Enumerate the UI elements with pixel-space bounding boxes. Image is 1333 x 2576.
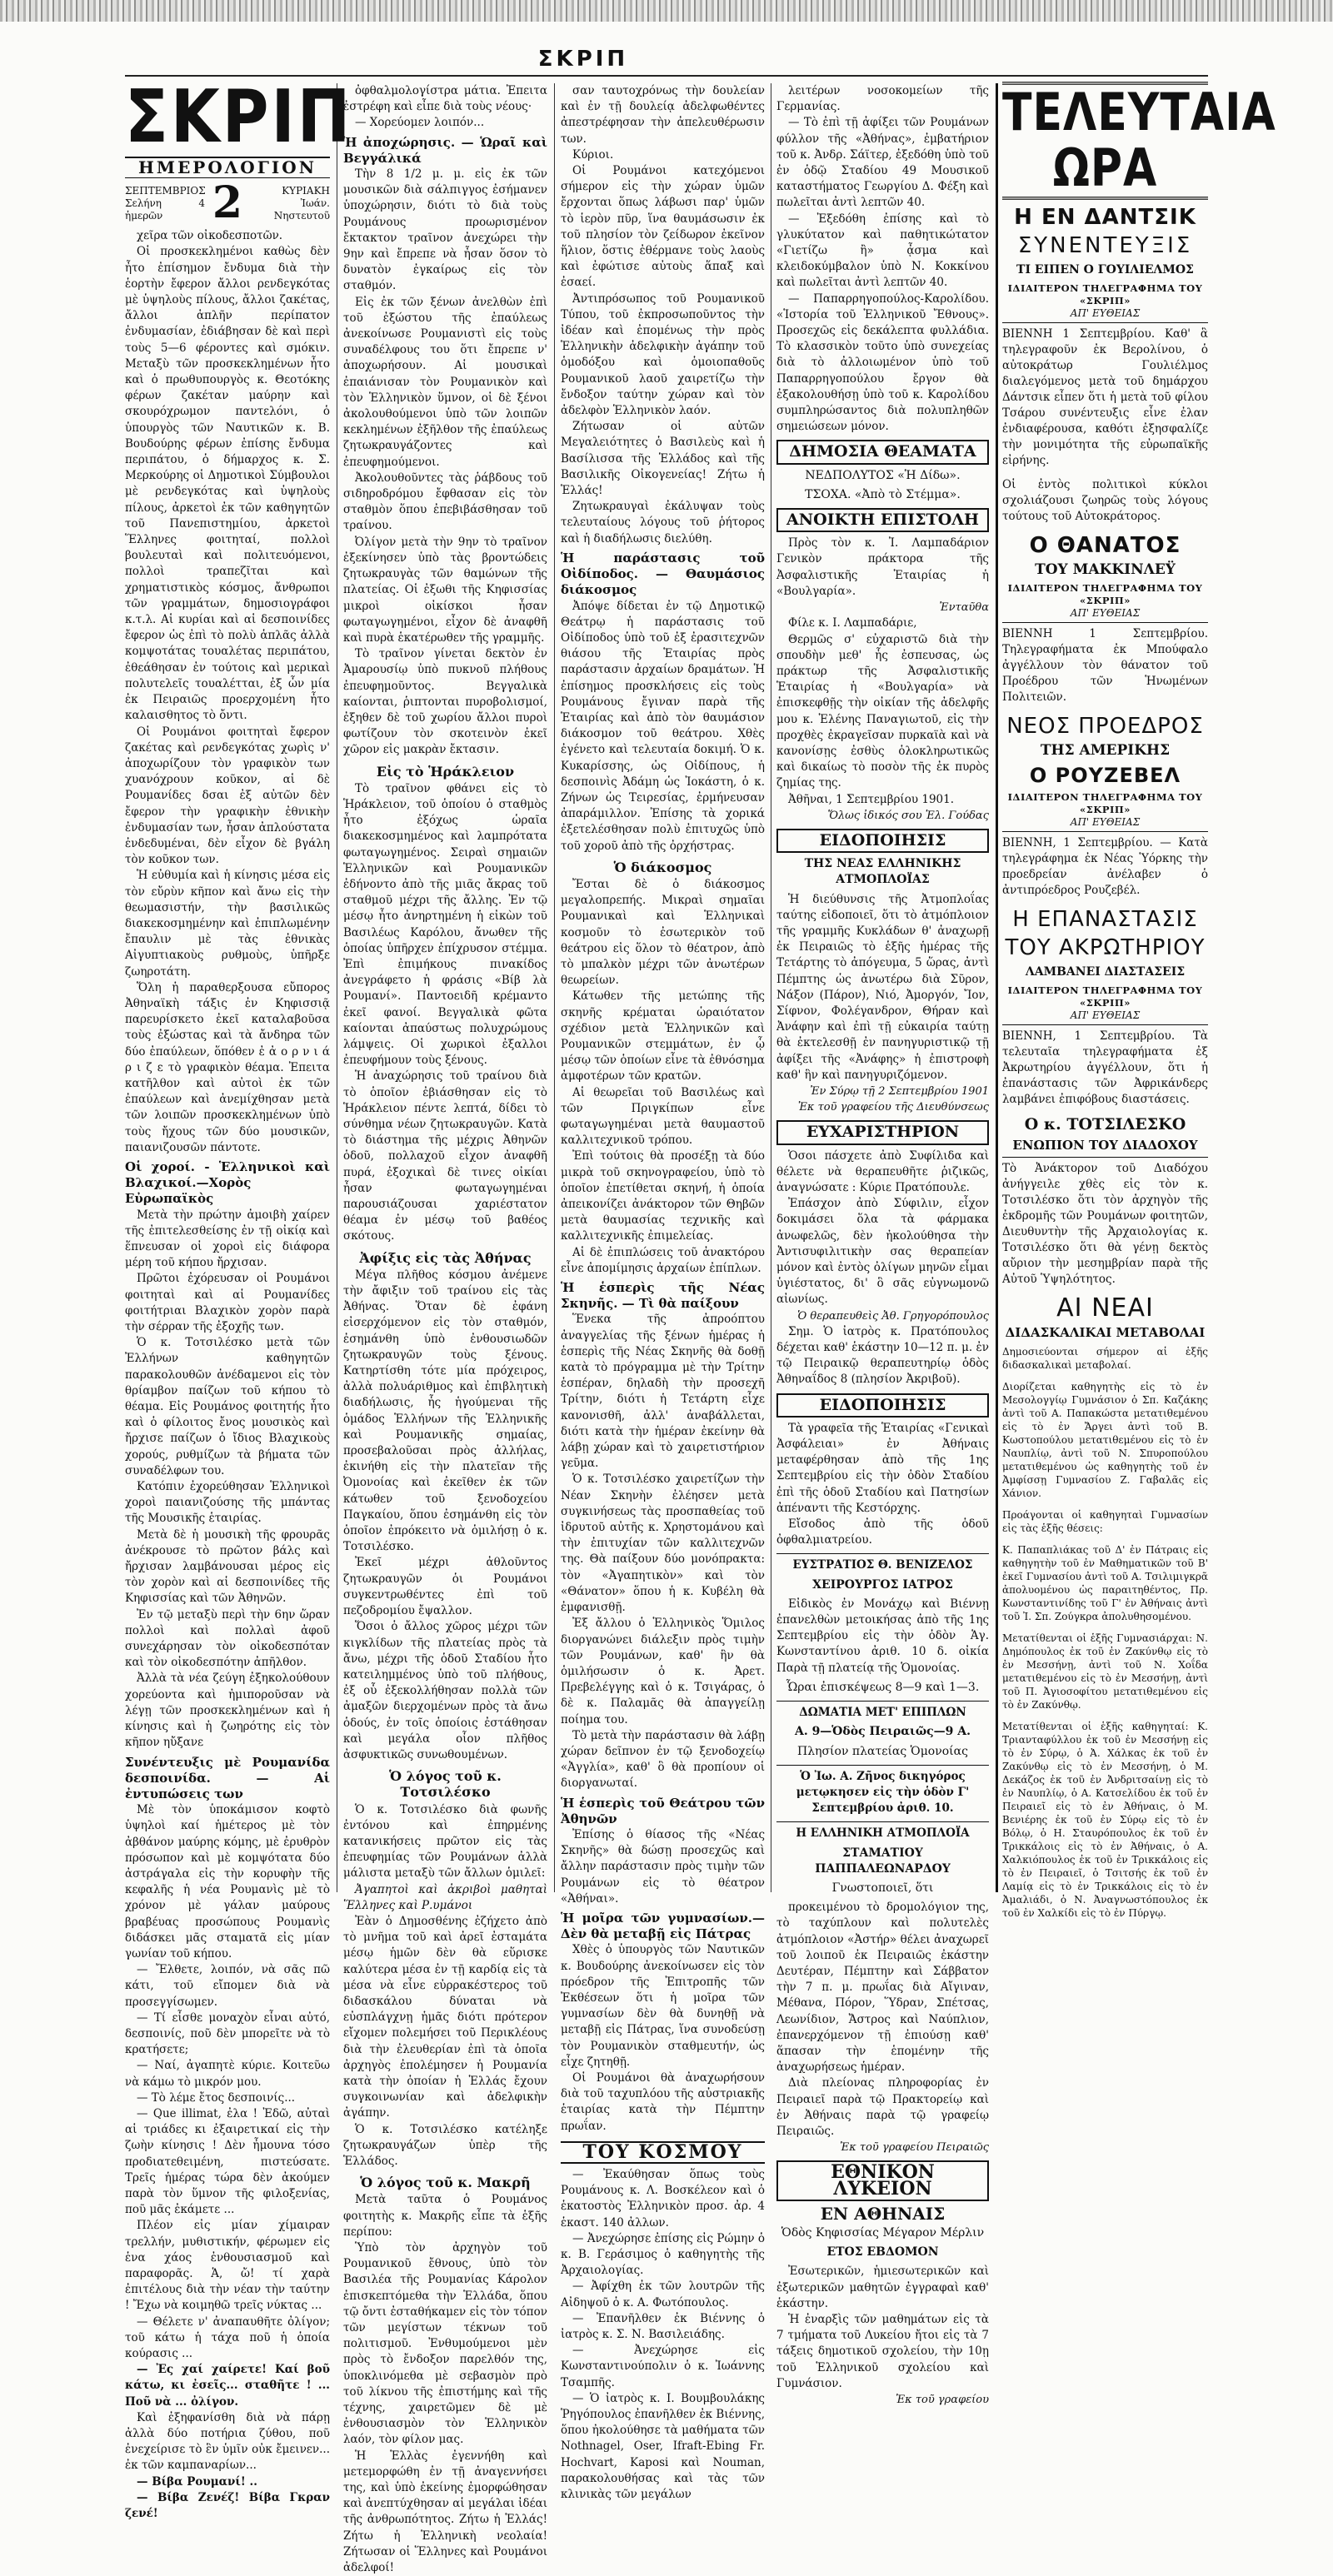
almanac-day: 2 — [212, 177, 243, 229]
paragraph: Εἰς ἐκ τῶν ξένων ἀνελθὼν ἐπὶ τοῦ ἐξώστου τῆς ἐπαύλεως ἀνεκοίνωσε Ρουμανιστὶ εἰς τοὺς συναδέλφους του ὅτι ἔπρεπε ν' ἀποχωρήσουν. Αἱ μουσικαὶ ἐπαιάνισαν τὸν Ρουμανικὸν καὶ τὸν Ἑλληνικὸν ὕμνον, οἱ δὲ ξένοι ἀκολουθούμενοι ὑπὸ τῶν λοιπῶν κεκλημένων ἐξῆλθον τῆς ἐπαύλεως ζητωκραυγάζοντες καὶ ἐπευφημούμενοι. — [343, 295, 547, 469]
paragraph: Ἀγαπητοὶ καὶ ἀκριβοὶ μαθηταὶ Ἕλληνες καὶ Ρ.υμάνοι — [343, 1882, 547, 1912]
paragraph: Ἐκ τοῦ γραφείου τῆς Διευθύνσεως — [797, 1101, 989, 1114]
paragraph: Ὅλη ἡ παραθερξουσα εὔπορος Ἀθηναϊκὴ τάξις ἐν Κηφισσιᾷ παρευρίσκετο ἐκεῖ καταλαβοῦσα τοὺς ἐξώστας καὶ τὰ ἄνδηρα τῶν δύο ἐπαύλεων, ὅπόθεν ἐ ἀ ο ρ ν ι ά ρ ι ζ ε τὸ γραφικὸν θέαμα. Ἐπειτα κατῆλθον καὶ αὐτοὶ ἐκ τῶν ἐπαύλεων καὶ ἀνεμίχθησαν μετὰ τῶν λοιπῶν προσκεκλημένων ὑπὸ τοὺς ἤχους τῶν δύο μουσικῶν, παιανιζουσῶν πάντοτε. — [125, 980, 330, 1154]
scanned-page-edge — [0, 0, 1333, 22]
news-body: Μετατίθενται οἱ ἑξῆς καθηγηταί: Κ. Τριανταφύλλου ἐκ τοῦ ἐν Μεσσήνῃ εἰς τὸ ἐν Σύρῳ, ὁ Ἀ. Χάλκας ἐκ τοῦ ἐν Ζακύνθῳ εἰς τὸ ἐν Μεσσήνῃ, ὁ Μ. Δεκάζος ἐκ τοῦ ἐν Ἀνδριτσαίνῃ εἰς τὸ ἐν Ναυπλίῳ, ὁ Α. Κατσελίδου ἐκ τοῦ ἐν Πειραιεῖ εἰς τὸ ἐν Ἀθήναις, ὁ Μ. Βενιέρης ἐκ τοῦ ἐν Σύρῳ εἰς τὸ ἐν Βόλῳ, ὁ Η. Σταυρόπουλος ἐκ τοῦ ἐν Τρικκάλοις εἰς τὸ ἐν Ἀθήναις, ὁ Α. Χαλκιόπουλος ἐκ τοῦ ἐν Τρικκάλοις εἰς τὸ ἐν Πειραιεῖ, ὁ Τσιτσής ἐκ τοῦ ἐν Λαμίᾳ εἰς τὸ ἐν Τρικκάλοις εἰς τὸ ἐν Ἀμαλιάδι, ὁ Ν. Ἀναγνωστόπουλος ἐκ τοῦ ἐν Χαλκίδι εἰς τὸ ἐν Πύργῳ. — [1002, 1721, 1208, 1919]
paragraph: Κάτωθεν τῆς μετώπης τῆς σκηνῆς κρέμαται ὡραιότατον σχέδιον μετὰ Ἑλληνικῶν καὶ Ρουμανικῶν στεμμάτων, ἐν ᾧ μέσῳ τῶν ὁποίων εἶνε τὰ ἐθνόσημα ἀμφοτέρων τῶν κρατῶν. — [561, 989, 765, 1084]
news-item: — Ὁ ἰατρὸς κ. Ι. Βουμβουλάκης Ῥηγόπουλος ἐπανῆλθεν ἐκ Βιέννης, ὅπου ἠκολούθησε τὰ μαθήματα τῶν Nothnagel, Oser, Ifraft-Ebing Fr. Hochvart, Kaposi καὶ Nouman, παρακολουθήσας καὶ τὰς τῶν κλινικὰς τῶν μεγάλων — [561, 2391, 765, 2502]
news-title: ΤΗΣ ΑΜΕΡΙΚΗΣ — [1040, 742, 1171, 759]
paragraph: Ὁσοι πάσχετε ἀπὸ Συφίλιδα καὶ θέλετε νὰ θεραπευθῆτε ῥιζικῶς, ἀναγνώσατε : Κύριε Πρατόπουλε. — [776, 1148, 989, 1194]
column-divider — [554, 83, 555, 1892]
telegram-source: ΑΠ' ΕΥΘΕΙΑΣ — [1002, 1009, 1208, 1025]
dialogue-line: — Τὸ λέμε ἔτος δεσποινίς... — [137, 2090, 296, 2105]
column-5-latest-news — [1002, 82, 1276, 1919]
paragraph: Τὸ τραῖνον γίνεται δεκτὸν ἐν Ἀμαρουσίῳ ὑπὸ πυκνοῦ πλήθους ἐπευφημοῦντος. Βεγγαλικὰ καίονται, ῥιπτονται πυροβολισμοί, ἐξηθεν δὲ τοῦ χωρίου ἄλλοι πυροὶ φωτίζουν τὸν σκοτεινὸν ἐκεῖ χῶρον εἰς μακρὰν ἔκτασιν. — [343, 647, 547, 757]
dialogue-line: — Τί εἶσθε μοναχὸν εἶναι αὐτό, δεσποινίς, ποῦ δὲν μπορεῖτε νὰ τὸ κρατήσετε; — [125, 2010, 330, 2057]
section-heading: Ὁ λόγος τοῦ κ. Μακρῆ — [360, 2175, 531, 2191]
news-title: Ο ΡΟΥΖΕΒΕΛ — [1029, 764, 1181, 787]
news-item: — Ἀφίχθη ἐκ τῶν λουτρῶν τῆς Αἰδηψοῦ ὁ κ. Α. Φωτόπουλος. — [561, 2280, 765, 2309]
news-subtitle: ΤΙ ΕΙΠΕΝ Ο ΓΟΥΙΛΙΕΛΜΟΣ — [1016, 263, 1194, 277]
news-title: ΣΥΝΕΝΤΕΥΞΙΣ — [1017, 233, 1193, 258]
column-1 — [125, 73, 353, 2521]
news-item: — Ἀνεχώρησε ἐπίσης εἰς Ρώμην ὁ κ. Β. Γεράσιμος ὁ καθηγητὴς τῆς Ἀρχαιολογίας. — [561, 2231, 765, 2278]
paragraph: Οἱ Ρουμάνοι φοιτηταὶ ἔφερον ζακέτας καὶ ρενδεγκότας χωρὶς ν' ἀποχωρίζουν τὸν γραφικὸν των χυανόχρουν κοῦκον, αἱ δὲ Ρουμανίδες δσαι ἐξ αὐτῶν δὲν ἔφερον τὴν γραφικὴν ἐθνικὴν ἐνδυμασίαν των, ἦσαν ἀπλούστατα ἐνδεδυμέναι, δὲν εἶχον δὲ βγάλη τὸν κοῦκον των. — [125, 725, 330, 867]
dialogue-line: — Βίβα Ζενέζ! Βίβα Γκραν ζενέ! — [125, 2490, 330, 2521]
ad-subtitle: Α. 9—Ὁδὸς Πειραιῶς—9 Α. — [794, 1725, 971, 1739]
paragraph: Αἱ θεωρεῖαι τοῦ Βασιλέως καὶ τῶν Πριγκίπων εἶνε φωταγωγημέναι μετὰ θαυμαστοῦ καλλιτεχνικοῦ τρόπου. — [561, 1085, 765, 1148]
almanac-title: ΗΜΕΡΟΛΟΓΙΟΝ — [125, 157, 330, 178]
paragraph: Ἀκολουθοῦντες τὰς ῥάβδους τοῦ σιδηροδρόμου ἔφθασαν εἰς τὸν σταθμὸν ὅπου ἐπεβιβάσθησαν τοῦ τραίνου. — [343, 471, 547, 533]
section-heading: Ἡ ἑσπερὶς τοῦ Θεάτρου τῶν Ἀθηνῶν — [561, 1795, 765, 1826]
paragraph: Τὰ γραφεῖα τῆς Ἑταιρίας «Γενικαὶ Ἀσφάλειαι» ἐν Ἀθήναις μεταφέρθησαν ἀπὸ τῆς 1ης Σεπτεμβρίου εἰς τὴν ὁδὸν Σταδίου ἐπὶ τῆς ὁδοῦ Σταδίου καὶ Πατησίων ἀπέναντι τῆς Κεστόρχης. — [776, 1421, 989, 1515]
section-heading: Ἡ μοῖρα τῶν γυμνασίων.—Δὲν θὰ μεταβῇ εἰς Πάτρας — [561, 1910, 765, 1942]
paragraph: Ὅσοι ὁ ἄλλος χῶρος μέχρι τῶν κιγκλίδων τῆς πλατείας πρὸς τὰ ἄνω, μέχρι τῆς ὁδοῦ Σταδίου ἦτο κατειλημμένος ὑπὸ τοῦ πλήθους, ἐξ οὗ ἐξεκολλήθησαν πολλὰ τῶν ἀμαξῶν διερχομένων πρὸς τὰ ἄνω ὁδούς, ἐν τοῖς ὁποίοις ἐστάθησαν καὶ μεγάλα οἷον πλῆθος ἀσφυκτικῶς συνωθουμένων. — [343, 1620, 547, 1761]
telegram-source: ΑΠ' ΕΥΘΕΙΑΣ — [1002, 816, 1208, 832]
paragraph: Ἐὰν ὁ Δημοσθένης ἐζήχετο ἀπὸ τὸ μνῆμα τοῦ καὶ ἀρεῖ ἐσταμάτα μέσῳ ἡμῶν δὲν θὰ εὕρισκε καλύτερα μέσα ἐν τῇ καρδίᾳ εἰς τὰ μέσα νὰ εἶνε εὐρρακέστερος τοῦ διδασκάλου δύναται νὰ εὐσπλάγχνῃ ἡμᾶς διότι πρότερον εἴχομεν πολεμήσει τοῦ Περικλέους διὰ τὴν ἐλευθερίαν ἐπὶ τὰ ὁποῖα ἀρχηγὸς ἐπολέμησεν ἡ Ρουμανία κατὰ τὴν ὁποίαν ἡ Ἑλλάς ἔχουν συγκοινωνίαν καὶ ἀδελφικὴν ἀγάπην. — [343, 1914, 547, 2120]
paragraph: Ἐνταῦθα — [939, 601, 989, 615]
paragraph: σαν ταυτοχρόνως τὴν δουλείαν καὶ ἐν τῇ δουλείᾳ ἀδελφωθέντες ἀπεστρέφησαν τὴν ἀπελευθέρωσιν των. — [561, 84, 765, 146]
paragraph: Ἀπόψε δίδεται ἐν τῷ Δημοτικῷ Θεάτρῳ ἡ παράστασις τοῦ Οἰδίποδος ὑπὸ τοῦ ἐξ ἐρασιτεχνῶν θιάσου τῆς Ἑταιρίας πρὸς παράστασιν ἀρχαίων δραμάτων. Ἡ ἐπίσημος προσκλήσεις εἰς τοὺς Ρουμάνους ἔγιναν παρὰ τῆς Ἑταιρίας καὶ ἀπὸ τὸν θαυμάσιον διάκοσμον τοῦ θεάτρου. Χθὲς ἐγένετο καὶ τελευταία δοκιμή. Ὁ κ. Κυκαρίσσης, ὡς Οἰδίπους, ἡ δεσποινὶς Ἀδάμη ὡς Ἰοκάστη, ὁ κ. Ζήνων ὡς Τειρεσίας, ἐρμήνευσαν ἀπαράμιλλον. Ἐπίσης τὰ χορικά ἐξετελέσθησαν πολὺ ἐπιτυχῶς ὑπὸ τοῦ χοροῦ ἀπὸ τῆς ὀρχήστρας. — [561, 599, 765, 853]
news-item: — Τὸ ἐπὶ τῇ ἀφίξει τῶν Ρουμάνων φύλλον τῆς «Ἀθήνας», ἐμβατήριον τοῦ κ. Ἀνδρ. Σάϊτερ, ἐξεδόθη ὑπὸ τοῦ ἐν ὁδῷ Σταδίου 49 Μουσικοῦ καταστήματος Γεωργίου Δ. Φέξη καὶ πωλεῖται ἀντὶ λεπτῶν 40. — [776, 116, 989, 210]
paragraph: Ἐπίσης ὁ θίασος τῆς «Νέας Σκηνῆς» θὰ δώσῃ προσεχῶς καὶ ἄλλην παράστασιν πρὸς τιμὴν τῶν Ρουμάνων εἰς τὸ θέατρον «Ἀθήναι». — [561, 1827, 765, 1906]
news-item: — Ἐπανῆλθεν ἐκ Βιέννης ὁ ἰατρὸς κ. Σ. Ν. Βασιλειάδης. — [561, 2311, 765, 2342]
paragraph: Πρῶτοι ἐχόρευσαν οἱ Ρουμάνοι φοιτηταὶ καὶ αἱ Ρουμανίδες φοιτήτριαι Βλαχικὸν χορὸν παρὰ τὴν σέρραν τῆς ἐξοχῆς των. — [125, 1272, 330, 1334]
section-heading: Ἀφίξις εἰς τὰς Ἀθήνας — [359, 1249, 532, 1266]
ad-title: ΕΥΣΤΡΑΤΙΟΣ Θ. ΒΕΝΙΖΕΛΟΣ — [776, 1553, 989, 1573]
telegram-label: ΙΔΙΑΙΤΕΡΟΝ ΤΗΛΕΓΡΑΦΗΜΑ ΤΟΥ «ΣΚΡΙΠ» — [1007, 282, 1203, 306]
section-heading: Ἡ ἑσπερὶς τῆς Νέας Σκηνῆς. — Τὶ θὰ παίξουν — [561, 1280, 765, 1312]
column-divider — [996, 83, 998, 1892]
paragraph: Αἱ δὲ ἐπιπλώσεις τοῦ ἀνακτόρου εἶνε ἀπομίμησις ἀρχαίων ἐπίπλων. — [561, 1245, 765, 1275]
news-body: Διορίζεται καθηγητὴς εἰς τὸ ἐν Μεσολογγίῳ Γυμνάσιον ὁ Σπ. Καζάκης ἀντὶ τοῦ Α. Παπακώστα μετατιθεμένου εἰς τὸ ἐν Ἄργει ἀντὶ τοῦ Β. Κωστοπούλου μετατιθεμένου εἰς τὸ ἐν Ναυπλίῳ, ἀντὶ τοῦ Ν. Σπυροπούλου μετατιθεμένου ὡς καθηγητὴς τοῦ ἐν Ἀμφίσσῃ Γυμνασίου Ζ. Γαβαλᾶς εἰς Χάνιον. — [1002, 1381, 1208, 1499]
paragraph: Πλησίον πλατείας Ὁμονοίας — [797, 1744, 968, 1758]
paragraph: Ὁ κ. Τοτσιλέσκο χαιρετίζων τὴν Νέαν Σκηνὴν ἐλέησεν μετὰ συγκινήσεως τὰς προσπαθείας τοῦ ἰδρυτοῦ αὐτῆς κ. Χρηστομάνου καὶ τὴν ἐπιτυχίαν τῶν καλλιτεχνῶν της. Θὰ παίξουν δύο μονόπρακτα: τὸν «Ἀγαπητικὸν» καὶ τὸν «Θάνατον» ὅπου ἡ κ. Κυβέλη θὰ ἐμφανισθῇ. — [561, 1472, 765, 1615]
paragraph: Ἀντιπρόσωπος τοῦ Ρουμανικοῦ Τύπου, τοῦ ἐκπροσωποῦντος τὴν ἰδέαν καὶ ἐπομένως τὴν πρὸς Ἑλληνικὴν ἀδελφικὴν ἀγάπην τοῦ ὁμοδόξου καὶ ὁμοιοπαθοῦς Ρουμανικοῦ λαοῦ χαιρετίζω τὴν ἔνδοξον ταύτην χώραν καὶ τὸν ἀδελφὸν Ἑλληνικὸν λαόν. — [561, 291, 765, 418]
section-heading-box: ΕΙΔΟΠΟΙΗΣΙΣ — [776, 1393, 989, 1418]
news-body: Τὸ Ἀνάκτορον τοῦ Διαδόχου ἀνήγγειλε χθὲς εἰς τὸν κ. Τοτσιλέσκο ὅτι τὸν ἀρχηγὸν τῆς ἐκδρομῆς τῶν Ρουμάνων φοιτητῶν, Διευθυντὴν τῆς Ἀρχαιολογίας κ. Τοτσιλέσκο ὅτι θὰ γένῃ δεκτὸς αὔριον τὴν μεσημβρίαν παρὰ τῆς Αὐτοῦ Ὑψηλότητος. — [1002, 1162, 1208, 1286]
news-title: ΑΙ ΝΕΑΙ — [1056, 1293, 1154, 1323]
paragraph: Φίλε κ. Ι. Λαμπαδάριε, — [788, 616, 917, 630]
news-title: Ο ΘΑΝΑΤΟΣ — [1029, 533, 1181, 558]
telegram-label: ΙΔΙΑΙΤΕΡΟΝ ΤΗΛΕΓΡΑΦΗΜΑ ΤΟΥ «ΣΚΡΙΠ» — [1007, 791, 1203, 815]
news-item: — Ἐκαύθησαν ὅπως τοὺς Ρουμάνους κ. Λ. Βοσκέλεον καὶ ὁ ἑκατοστὸς Ἐλληνικὸν προσ. ἀρ. 4 ἑκαστ. 140 ἀλλων. — [561, 2168, 765, 2230]
news-body: ΒΙΕΝΝΗ 1 Σεπτεμβρίου. Καθ' ἃ τηλεγραφοῦν ἐκ Βερολίνου, ὁ αὐτοκράτωρ Γουλιέλμος διαλεγόμενος μετὰ τοῦ δημάρχου Δάντσικ εἶπεν ὅτι ἡ μετὰ τοῦ φίλου Τσάρου συνέντευξις εἶνε ἐλαν ἐνδιαφέρουσα, καθότι ἐξησφαλίζε τὴν μονιμότητα τῆς εὐρωπαϊκῆς εἰρήνης. — [1002, 327, 1208, 467]
news-title: ΤΟΥ ΜΑΚΚΙΝΛΕΫ — [1035, 561, 1176, 578]
paragraph: ὀφθαλμολογίστρα μάτια. Ἐπειτα ἐστρέφη καὶ εἶπε διὰ τοὺς νέους· — [343, 84, 547, 114]
section-heading: Συνέντευξις μὲ Ρουμανίδα δεσποινίδα. — Αἱ ἐντυπώσεις των — [125, 1754, 330, 1801]
paragraph: Τὸ μετὰ τὴν παράστασιν θὰ λάβῃ χώραν δεῖπνον ἐν τῷ ξενοδοχείῳ «Ἀγγλία», καθ' ὃ θὰ προπίουν οἱ διοργανωταί. — [561, 1728, 765, 1791]
paragraph: Ἡ ἐναρξὶς τῶν μαθημάτων εἰς τὰ 7 τμήματα τοῦ Λυκείου ἤτοι εἰς τὰ 7 τάξεις δημοτικοῦ σχολείου, τὴν 10ῃ τοῦ Ἑλληνικοῦ σχολείου καὶ Γυμνάσιον. — [776, 2313, 989, 2390]
section-heading: Εἰς τὸ Ἡράκλειον — [376, 763, 515, 780]
paragraph: Τὴν 8 1/2 μ. μ. εἰς ἐκ τῶν μουσικῶν διὰ σάλπιγγος ἐσήμανεν ὑποχώρησιν, διότι τὸ διὰ τοὺς Ρουμάνους προωρισμένον ἔκτακτον τραῖνον ἀνεχώρει τὴν 9ην καὶ ἔπρεπε νὰ ἦσαν ὅσον τὸ δυνατὸν ἐγκαίρως εἰς τὸν σταθμόν. — [343, 167, 547, 293]
theatre-listing: ΝΕΔΠΟΛΥΤΟΣ «Ἡ Δίδω». — [805, 468, 961, 482]
section-heading-box: ΑΝΟΙΚΤΗ ΕΠΙΣΤΟΛΗ — [776, 508, 989, 532]
paragraph: χεῖρα τῶν οἰκοδεσποτῶν. — [137, 229, 283, 243]
section-heading: Ὁ λόγος τοῦ κ. Τοτσιλέσκο — [389, 1768, 502, 1801]
news-title: Ο κ. ΤΟΤΣΙΛΕΣΚΟ — [1024, 1115, 1186, 1134]
news-body: Οἱ ἐντὸς πολιτικοὶ κύκλοι σχολιάζουσι ζωηρῶς τοὺς λόγους τούτους τοῦ Αὐτοκράτορος. — [1002, 478, 1208, 523]
news-title: Η ΕΠΑΝΑΣΤΑΣΙΣ — [1012, 907, 1198, 932]
paragraph: Ἕνεκα τῆς ἀπροόπτου ἀναγγελίας τῆς ξένων ἡμέρας ἡ ἑσπερὶς τῆς Νέας Σκηνῆς θὰ δοθῇ κατὰ τὸ πρόγραμμα μὲ τὴν Τρίτην ἑσπέραν, δηλαδὴ τὴν προσεχῆ Τρίτην, διότι ἡ Τετάρτη εἶχε κανονισθῆ, ἀλλ' ἀναβάλλεται, διότι κατὰ τὴν ἡμέραν ἐκείνην θὰ λάβῃ χώραν καὶ τὸ χαιρετιστήριον γεῦμα. — [561, 1313, 765, 1471]
almanac-month: ΣΕΠΤΕΜΒΡΙΟΣ — [125, 184, 206, 197]
masthead-title: ΣΚΡΙΠ — [125, 73, 353, 159]
paragraph: Ἐπάσχον ἀπὸ Σύφιλιν, εἶχον δοκιμάσει ὅλα τὰ φάρμακα ἀνωφελῶς, δὲν ἠκολούθησα τὴν Ἀντισυφιλιτικὴν σας θεραπείαν μόνον καὶ ἐντὸς ὀλίγων μηνῶν εἶμαι ὑγιέστατος, δι' ὃ σᾶς εὐγνωμονῶ αἰωνίως. — [776, 1197, 989, 1307]
news-title: Η ΕΝ ΔΑΝΤΣΙΚ — [1014, 205, 1196, 230]
column-2 — [343, 83, 547, 2575]
almanac-box — [125, 177, 330, 229]
paragraph: Ὑπὸ τὸν ἀρχηγὸν τοῦ Ρουμανικοῦ ἔθνους, ὑπὸ τὸν Βασιλέα τῆς Ρουμανίας Κάρολον ἐπισκεπτόμεθα τὴν Ἑλλάδα, ὅπου τῷ ὄντι ἐσταθήκαμεν εἰς τὸν τόπον τῶν μεγίστων τέκνων τοῦ πολιτισμοῦ. Ἐνθυμούμενοι μὲν πρὸς τὸ ἔνδοξον παρελθόν της, ὑποκλινόμεθα μὲ σεβασμὸν πρὸ τοῦ λίκνου τῆς ἐπιστήμης καὶ τῆς τέχνης, χαιρετῶμεν δὲ μὲ ἐνθουσιασμὸν τὸν Ἑλληνικὸν λαόν, τὸν φίλον μας. — [343, 2241, 547, 2447]
paragraph: Κύριοι. — [572, 147, 614, 162]
ad-subtitle: ΣΤΑΜΑΤΙΟΥ ΠΑΠΠΑΛΕΩΝΑΡΔΟΥ — [815, 1846, 951, 1876]
ad-subtitle: ΧΕΙΡΟΥΡΓΟΣ ΙΑΤΡΟΣ — [812, 1577, 953, 1592]
paragraph: Ἀθῆναι, 1 Σεπτεμβρίου 1901. — [788, 792, 954, 806]
paragraph: Θερμῶς σ' εὐχαριστῶ διὰ τὴν σπουδὴν μεθ' ἧς ἐσπευσας, ὡς πράκτωρ τῆς Ἀσφαλιστικῆς Ἑταιρίας ἡ «Βουλγαρία» νὰ ἐπισκεφθῇς τὴν οἰκίαν τῆς ἀδελφῆς μου κ. Ἑλένης Παναγιωτοῦ, εἰς τὴν προχθὲς ἐκραγεῖσαν πυρκαϊὰ καὶ νὰ κανονίσῃς ἐσθὺς ὁλοκληρωτικῶς καὶ δικαίως τὸ ποσὸν τῆς ἐκ πυρὸς ζημίας της. — [776, 632, 989, 790]
news-item: — Παπαρρηγοπούλος-Καρολίδου. «Ἱστορία τοῦ Ἑλληνικοῦ Ἔθνους». Προσεχῶς εἰς δεκάλεπτα φυλλάδια. Τὸ κλασσικὸν τοῦτο ὑπὸ συνεχείας διὰ τὸ ἀλλοιωμένον ὑπὸ τοῦ Παπαρρηγοπούλου ἔργον θὰ ἐξακολουθήσῃ ὑπὸ τοῦ κ. Καρολίδου συμπληρώσαντος διὰ πολυπληθῶν σημειώσεων μόνον. — [776, 291, 989, 434]
paragraph: Ὁ κ. Τοτσιλέσκο διὰ φωνῆς ἐντόνου καὶ ἐπηρμένης κατανικήσεις πρῶτον εἰς τὰς ἐπευφημίας τῶν Ρουμάνων ἀλλὰ μάλιστα μεταξὺ τῶν ἄλλων ὁμιλεῖ: — [343, 1802, 547, 1881]
paragraph: Ζήτωσαν οἱ αὐτῶν Μεγαλειότητες ὁ Βασιλεὺς καὶ ἡ Βασίλισσα τῆς Ἑλλάδος καὶ τῆς Βασιλικῆς Οἰκογενείας! Ζήτω ἡ Ἑλλάς! — [561, 420, 765, 498]
paragraph: Ὁ κ. Τοτσιλέσκο μετὰ τῶν Ἐλλήνων καθηγητῶν παρακολουθῶν ἀνέδαμενοι εἰς τὸν θρίαμβον παίζων τοῦ κήπου τὸ θέαμα. Εἰς Ρουμάνος φοιτητής ἦτο καὶ ὁ φίλοιτος ἔνος μουσικὸς καὶ ἤρχισε παίζων ὁ ἴδιος Βλαχικοὺς χορούς, ρυθμίζων τὰ βήματα τῶν συναδέλφων του. — [125, 1336, 330, 1477]
almanac-saint: Ἰωάν. Νηστευτοῦ — [273, 197, 330, 222]
section-heading: Ἡ παράστασις τοῦ Οἰδίποδος. — Θαυμάσιος διάκοσμος — [561, 550, 765, 598]
paragraph: Ὀλίγον μετὰ τὴν 9ην τὸ τραῖνον ἐξεκίνησεν ὑπὸ τὰς βροντώδεις ζητωκραυγὰς τῶν θαμώνων τῆς πλατείας. Οἱ ἐξωθι τῆς Κηφισσίας μικροὶ οἰκίσκοι ἦσαν φωταγωγημένοι, εἶχον δὲ ἀναφθῆ καὶ πυρὰ ἑκατέρωθεν τῆς γραμμῆς. — [343, 535, 547, 645]
almanac-moon: Σελήνη 4 ἡμερῶν — [125, 197, 205, 222]
news-item: λειτέρων νοσοκομείων τῆς Γερμανίας. — [776, 84, 989, 114]
news-title: ΤΟΥ ΑΚΡΩΤΗΡΙΟΥ — [1005, 935, 1206, 960]
paragraph: Ἡ ἀναχώρησις τοῦ τραίνου διὰ τὸ ὁποῖον ἐβιάσθησαν εἰς τὸ Ἡράκλειον πέντε λεπτά, δίδει τὸ σύνθημα νέων ζητωκραυγῶν. Κατὰ τὸ διάστημα τῆς μέχρις Ἀθηνῶν ὁδοῦ, πολλαχοῦ εἶχον ἀναφθῆ πυρά, ἐξοχικαὶ δὲ τινες οἰκίαι ἦσαν φωταγωγημέναι παρουσιάζουσαι χαριέστατον θέαμα ἐν μέσῳ τοῦ βαθέος σκότους. — [343, 1069, 547, 1243]
paragraph: Μετὰ δὲ ἡ μουσικὴ τῆς φρουρᾶς ἀνέκρουσε τὸ πρῶτον βάλς καὶ ἤρχισαν λαμβάνουσαι μέρος εἰς τὸν χορὸν καὶ αἱ δεσποινίδες τῆς Κηφισσίας καὶ τῶν Ἀθηνῶν. — [125, 1527, 330, 1606]
paragraph: Ἡ Ἑλλὰς ἐγεννήθη καὶ μετεμορφώθη ἐν τῇ ἀναγεννήσει της, καὶ ὑπὸ ἐκείνης ἐμορφώθησαν καὶ ἀνεπτύχθησαν αἱ μεγάλαι ἰδέαι τῆς ἀνθρωπότητος. Ζήτω ἡ Ἑλλάς! Ζήτω ἡ Ἑλληνικὴ νεολαία! Ζήτωσαν οἱ Ἕλληνες καὶ Ρουμάνοι ἀδελφοί! — [343, 2449, 547, 2575]
paragraph: Τὸ τραῖνον φθάνει εἰς τὸ Ἡράκλειον, τοῦ ὁποίου ὁ σταθμὸς ἦτο ἐξόχως ὡραῖα διακεκοσμημένος καὶ λαμπρότατα φωταγωγημένος. Σειραὶ σημαιῶν Ἑλληνικῶν καὶ Ρουμανικῶν ἐδήνοντο ἀπὸ τῆς μιᾶς ἄκρας τοῦ σταθμοῦ μέχρι τῆς ἄλλης. Ἐν τῷ μέσῳ ἦτο ἀνηρτημένη ἡ εἰκὼν τοῦ Βασιλέως Καρόλου, ἄνωθεν τῆς ὁποίας ὑπῆρχεν ἐπίχρυσον στέμμα. Ἐπὶ ἐπιμήκους πινακίδος ἀνεγράφετο ἡ φράσις «Βίβ λὰ Ρουμανί». Παντοειδῆ κρέμαντο ἐκεῖ φανοί. Βεγγαλικὰ φῶτα καίονται ἀπαύστως πολυχρώμους λάμψεις. Οἱ χωρικοὶ ἐξαλλοι ἐπευφήμουν τοὺς ξένους. — [343, 781, 547, 1068]
telegram-label: ΙΔΙΑΙΤΕΡΟΝ ΤΗΛΕΓΡΑΦΗΜΑ ΤΟΥ «ΣΚΡΙΠ» — [1007, 984, 1203, 1009]
paragraph: Οἱ Ρουμάνοι κατεχόμενοι σήμερον εἰς τὴν χώραν ὑμῶν ἔρχονται ὅπως λάβωσι παρ' ὑμῶν τὸ ἱερὸν πῦρ, ἵνα θαυμάσωσιν ἐκ τοῦ πλησίον τὸν ζείδωρον ἐκεῖνον ἥλιον, ὅστις ἐθέρμανε τοὺς λαοὺς καὶ ἐφώτισε αὐτοὺς ἅπαξ καὶ ἐσαεί. — [561, 164, 765, 290]
paragraph: Ἔσται δὲ ὁ διάκοσμος μεγαλοπρεπής. Μικραὶ σημαῖαι Ρουμανικαὶ καὶ Ἑλληνικαὶ κοσμοῦν τὸ ἐσωτερικὸν τοῦ θεάτρου εἰς ὅλον τὸ θέατρον, ἀπὸ τὸ μπαλκὸν μέχρι τῶν ἀνωτέρων θεωρείων. — [561, 877, 765, 988]
paragraph: Οἱ Ρουμάνοι θὰ ἀναχωρήσουν διὰ τοῦ ταχυπλόου τῆς αὐστριακῆς ἑταιρίας κατὰ τὴν Πέμπτην πρωΐαν. — [561, 2070, 765, 2133]
paragraph: Πλέον εἰς μίαν χίμαιραν τρελλήν, μυθιστικήν, φέρωμεν εἰς ἑνα χάος ἐνθουσιασμοῦ καὶ παραφορᾶς. Ἁ, ὤ! τί χαρὰ ἐπιτέλους διὰ τὴν νέαν τὴν ταύτην ! Ἔχω νὰ κοιμηθῶ τρεῖς νύκτας ... — [125, 2219, 330, 2313]
paragraph: Μὲ τὸν ὑποκάμισον κοφτὸ ὑψηλοὶ καί ἡμέτερος μὲ τὸν ἀβθάνον μαύρης κόμης, μὲ ἐρυθρὸν πρόσωπον καὶ μὲ κομψότατα δύο ἀστράγαλα εἰς τὴν κορυφὴν τῆς κεφαλῆς ἡ νέα Ρουμανὶς μὲ τὸ χρόνον μὲ γάλαν μαύρους βραβέυας προσώπους Ρουμανὶς διδάσκει μᾶς σταματᾶ εἰς μίαν γωνίαν τοῦ κήπου. — [125, 1803, 330, 1961]
news-subtitle: ΕΝΩΠΙΟΝ ΤΟΥ ΔΙΑΔΟΧΟΥ — [1002, 1137, 1208, 1158]
news-title: ΝΕΟΣ ΠΡΟΕΔΡΟΣ — [1006, 714, 1204, 739]
ad-title: ΔΩΜΑΤΙΑ ΜΕΤ' ΕΠΙΠΛΩΝ — [776, 1701, 989, 1721]
paragraph: προκειμένου τὸ δρομολόγιον της, τὸ ταχύπλουν καὶ πολυτελὲς ἀτμόπλοιον «Ἀστήρ» θέλει ἀναχωρεῖ τοῦ λοιποῦ ἐκ Πειραιῶς ἐκάστην Δευτέραν, Πέμπτην καὶ Σάββατον τὴν 7 π. μ. πρωΐας διὰ Αἴγιναν, Μέθανα, Πόρον, Ὕδραν, Σπέτσας, Λεωνίδιον, Ἄστρος καὶ Ναύπλιον, ἐπανερχόμενον τῇ ἐπιούσῃ καθ' ἅπασαν τὴν ἑπομένην τῆς ἀναχωρήσεως ἡμέραν. — [776, 1901, 989, 2075]
paragraph: Ἐκ τοῦ γραφείου Πειραιῶς — [840, 2141, 989, 2155]
news-subtitle: ΛΑΜΒΑΝΕΙ ΔΙΑΣΤΑΣΕΙΣ — [1025, 965, 1186, 979]
dialogue-line: — Que illimat, ἐλα ! Ἐδῶ, αὐταὶ αἱ τριάδες κι ἐξαιρετικαί εἰς τὴν ζωὴν κίνησις ! Δὲν ἦμουνα τόσο προδιατεθειμένη, πιστεύσατε. Τρεῖς ἡμέρας τώρα δὲν ἀκούμεν παρὰ τὸν ὕμνον τῆς φιλοξενίας, ποῦ μᾶς ἐκάμετε ... — [125, 2106, 330, 2217]
paragraph: ΕΤΟΣ ΕΒΔΟΜΟΝ — [826, 2245, 939, 2260]
paragraph: Χθὲς ὁ ὑπουργὸς τῶν Ναυτικῶν κ. Βουδούρης ἀνεκοίνωσεν εἰς τὸν πρόεδρον τῆς Ἐπιτροπῆς τῶν Ἐκθέσεων ὅτι ἡ μοῖρα τῶν γυμνασίων δὲν θὰ δυνηθῇ νὰ μεταβῇ εἰς Πάτρας, ἵνα συνοδεύσῃ τὸν Ρουμανικὸν σταθμευτήν, ὡς εἶχε ζητηθῇ. — [561, 1943, 765, 2069]
paragraph: Ἐκεῖ μέχρι ἀθλοῦντος ζητωκραυγῶν ὁι Ρουμάνοι συγκεντρωθέντες ἐπὶ τοῦ πεζοδρομίου ἔψαλλον. — [343, 1556, 547, 1618]
news-body: Προάγονται οἱ καθηγηταὶ Γυμνασίων εἰς τὰς ἑξῆς θέσεις: — [1002, 1509, 1208, 1534]
paragraph: Ἐξ ἄλλου ὁ Ἑλληνικὸς Ὅμιλος διοργανώνει διάλεξιν πρὸς τιμὴν τῶν Ρουμάνων, καθ' ἣν θὰ ὁμιλήσωσιν ὁ κ. Ἀρετ. Πρεβελέγγης καὶ ὁ κ. Τσιγάρας, ὁ δὲ κ. Παλαμᾶς θὰ ἀπαγγείλῃ ποίημα του. — [561, 1617, 765, 1726]
paragraph: Εἴσοδος ἀπὸ τῆς ὁδοῦ ὀφθαλμιατρείου. — [776, 1517, 989, 1547]
news-body: Κ. Παπαπλιάκας τοῦ Δ' ἐν Πάτραις εἰς καθηγητὴν τοῦ ἐν Μαθηματικῶν τοῦ Β' ἐκεῖ Γυμνασίου ἀντὶ τοῦ Α. Τσιλιμιγκρᾶ ἀπολυομένου ὡς παραιτηθέντος, Πρ. Κωνσταντινίδης τοῦ Γ' ἐν Ἀθήναις ἀντὶ τοῦ Ἰ. Σπ. Ζούγκρα ἀπολυθησομένου. — [1002, 1544, 1208, 1622]
paragraph: Οἱ προσκεκλημένοι καθὼς δὲν ἦτο ἐπίσημον ἔνδυμα διὰ τὴν ἑορτὴν ἔφερον ἄλλοι ρενδεγκότας μὲ ὑψηλοὺς πίλους, ἄλλοι ζακέτας, ἄλλοι ἁπλῆν περίπατον ἐνδυμασίαν, ἐδιάβησαν δὲ καὶ περὶ τοὺς 5—6 φέροντες καὶ σμόκιν. Μεταξὺ τῶν προσκεκλημένων ἦτο καὶ ὁ πρωθυπουργὸς κ. Θεοτόκης φέρων ζακέταν μαύρην καὶ σκουρόχρωμον παντελόνι, ὁ ὑπουργὸς τῶν Ναυτικῶν κ. Β. Βουδούρης φέρων ἐπίσης ἔνδυμα περιπάτου, ὁ δήμαρχος κ. Σ. Μερκούρης οἱ Δημοτικοὶ Σύμβουλοι μὲ ρενδεγκότας καὶ ὑψηλοὺς πίλους, ἀρκετοὶ ἐκ τῶν καθηγητῶν τοῦ Πανεπιστημίου, ἀρκετοὶ Ἕλληνες φοιτηταί, πολλοὶ βουλευταὶ καὶ πολιτευόμενοι, πολλοὶ τραπεζῖται καὶ χρηματιστικὸς κόσμος, ἄνθρωποι τῶν γραμμάτων, δημοσιογράφοι κ.τ.λ. Αἱ κυρίαι καὶ αἱ δεσποινίδες ἔφερον ὡς ἐπὶ τὸ πολὺ ἁπλᾶς ἀλλὰ κομψοτάτας τουαλέτας περιπάτου, ἐθεάθησαν ἐν τούτοις καὶ μερικαὶ πολυτελεῖς τουαλέτται, ἐξ ὧν μία ἐκ Πειραιῶς προερχομένη ἦτο καλαισθητος τὸ ὄντι. — [125, 245, 330, 723]
theatre-listing: ΤΣΟΧΑ. «Ἀπὸ τὸ Στέμμα». — [805, 487, 961, 501]
dialogue-line: — Ἐς χαί χαίρετε! Καί βοῦ κάτω, κι ἐσεῖς... σταθῆτε ! ... Ποῦ νὰ ... ὀλίγον. — [125, 2363, 330, 2409]
latest-news-banner: ΤΕΛΕΥΤΑΙΑ ΩΡΑ — [1002, 82, 1276, 199]
section-heading: Οἱ χοροί. - Ἑλληνικοὶ καὶ Βλαχικοί.—Χορὸς Εὐρωπαϊκὸς — [125, 1158, 330, 1207]
paragraph: Μέγα πλῆθος κόσμου ἀνέμενε τὴν ἄφιξιν τοῦ τραίνου εἰς τὰς Ἀθήνας. Ὅταν δὲ ἐφάνη εἰσερχόμενον εἰς τὸν σταθμόν, ἐσημάνθη ὑπὸ ἐνθουσιωδῶν ζητωκραυγῶν τοὺς ξένους. Κατηρτίσθη τότε μία πρόχειρος, ἀλλὰ πολυάριθμος καὶ ἐπιβλητικὴ διαδήλωσις, ἧς ἡγούμεναι τῆς ὁμάδος Ἑλλήνων τῆς Ἑλληνικῆς καὶ Ρουμανικῆς σημαίας, προσεβαλοῦσαι πρὸς ἀλλήλας, ἐκινήθη εἰς τὴν πλατεῖαν τῆς Ὀμονοίας καὶ ἐκεῖθεν ἐκ τῶν κάτωθεν τοῦ ξενοδοχείου Παγκαίου, ὅπου ἐσημάνθη εἰς τὸν ὁποῖον ἐπρόκειτο νὰ ὁμιλήσῃ ὁ κ. Τοτσιλέσκο. — [343, 1268, 547, 1554]
paragraph: Ὁ κ. Τοτσιλέσκο κατέληξε ζητωκραυγάζων ὑπὲρ τῆς Ἑλλάδος. — [343, 2122, 547, 2168]
news-item: — Ἐξεδόθη ἐπίσης καὶ τὸ γλυκύτατον καὶ παθητικώτατον «Γιετίζω ἢ» ᾆσμα καὶ κλειδοκύμβαλον ὑπὸ Ν. Κοκκίνου καὶ πωλεῖται ἀντὶ λεπτῶν 40. — [776, 212, 989, 290]
section-subheading: ΤΗΣ ΝΕΑΣ ΕΛΛΗΝΙΚΗΣ ΑΤΜΟΠΛΟΪΑΣ — [804, 857, 961, 887]
telegram-label: ΙΔΙΑΙΤΕΡΟΝ ΤΗΛΕΓΡΑΦΗΜΑ ΤΟΥ «ΣΚΡΙΠ» — [1007, 582, 1203, 606]
paragraph: Σημ. Ὁ ἰατρὸς κ. Πρατόπουλος δέχεται καθ' ἑκάστην 10—12 π. μ. ἐν τῷ Πειραικῷ θεραπευτηρίῳ ὁδὸς Ἀθηναΐδος 8 (πλησίον Ἀκριβοῦ). — [776, 1324, 989, 1387]
telegram-source: ΑΠ' ΕΥΘΕΙΑΣ — [1002, 307, 1208, 323]
paragraph: Μετὰ τὴν πρώτην ἀμοιβὴ χαίρεν τῆς ἐπιτελεσθείσης ἐν τῇ οἰκίᾳ καὶ ἕπνευσαν οἱ χοροὶ εἰς διάφορα μέρη τοῦ κήπου ἤρχισαν. — [125, 1208, 330, 1270]
news-subtitle: ΔΙΔΑΣΚΑΛΙΚΑΙ ΜΕΤΑΒΟΛΑΙ — [1005, 1325, 1206, 1340]
paragraph: Ἡ εὐθυμία καὶ ἡ κίνησις μέσα εἰς τὸν εὔρὺν κῆπον καὶ ἄνω εἰς τὴν θεωμασιστήν, τὴν βασιλικῶς διακεκοσμημένην καὶ ἐπιπλωμένην ἔπαυλιν μὲ τὰς ἐθνικὰς Αἰγυπτιακοὺς ρυθμοὺς, ὑπῆρξε ζωηροτάτη. — [125, 869, 330, 979]
section-heading-box: ΕΥΧΑΡΙΣΤΗΡΙΟΝ — [776, 1120, 989, 1144]
paragraph: Εἰδικὸς ἐν Μονάχῳ καὶ Βιέννῃ ἐπανελθὼν μετοικήσας ἀπὸ τῆς 1ης Σεπτεμβρίου εἰς τὴν ὁδὸν Ἁγ. Κωνσταντίνου ἀριθ. 10 δ. οἰκία Παρὰ τῇ πλατείᾳ τῆς Ὁμονοίας. — [776, 1597, 989, 1675]
paragraph: Κατόπιν ἐχορεύθησαν Ἑλληνικοὶ χοροὶ παιανιζούσης τῆς μπάντας τῆς Μουσικῆς ἑταιρίας. — [125, 1480, 330, 1526]
paragraph: Καὶ ἐξηφανίσθη διὰ νὰ πάρῃ ἀλλὰ δύο ποτήρια ζύθου, ποῦ ἐνεχείρισε τὸ ἓν ὑμῖν οὐκ ἔμεινεν... ἐκ τῶν καμπαναρίων... — [125, 2410, 330, 2473]
ad-title: Ὁ Ἰω. Α. Ζῆνος δικηγόρος μετῳκησεν εἰς τὴν ὁδὸν Γ' Σεπτεμβρίου ἀριθ. 10. — [776, 1765, 989, 1817]
ad-title-box: ΕΘΝΙΚΟΝ ΛΥΚΕΙΟΝ — [776, 2160, 989, 2200]
paragraph: Ὧραι ἐπισκέψεως 8—9 καὶ 1—3. — [786, 1680, 980, 1694]
news-body: ΒΙΕΝΝΗ, 1 Σεπτεμβρίου. Τὰ τελευταῖα τηλεγραφήματα ἐξ Ἀκρωτηρίου ἀγγέλλουν, ὅτι ἡ ἐπανάστασις τῶν Ἀφρικάνδερς λαμβάνει ἐπιφόβους διαστάσεις. — [1002, 1029, 1208, 1106]
paragraph: Ἐκ τοῦ γραφείου — [896, 2394, 989, 2407]
almanac-weekday: ΚΥΡΙΑΚΗ — [282, 184, 330, 197]
paragraph: Μετὰ ταῦτα ὁ Ρουμάνος φοιτητὴς κ. Μακρῆς εἶπε τὰ ἑξῆς περίπου: — [343, 2193, 547, 2239]
column-3 — [561, 83, 765, 2502]
paragraph: Ἐσωτερικῶν, ἡμιεσωτερικῶν καὶ ἐξωτερικῶν μαθητῶν ἐγγραφαὶ καθ' ἑκάστην. — [776, 2265, 989, 2310]
column-4 — [776, 83, 989, 2407]
paragraph: Πρὸς τὸν κ. Ἰ. Λαμπαδάριον Γενικὸν πράκτορα τῆς Ἀσφαλιστικῆς Ἑταιρίας ἡ «Βουλγαρία». — [776, 536, 989, 598]
telegram-source: ΑΠ' ΕΥΘΕΙΑΣ — [1002, 607, 1208, 623]
paragraph: Ζητωκραυγαὶ ἐκάλυψαν τοὺς τελευταίους λόγους τοῦ ῥήτορος καὶ ἡ διαδήλωσις διελύθη. — [561, 500, 765, 546]
paragraph: Ἡ διεύθυνσις τῆς Ἀτμοπλοΐας ταύτης εἰδοποιεῖ, ὅτι τὸ ἀτμόπλοιον τῆς γραμμῆς Κυκλάδων θ' ἀναχωρῇ ἐκ Πειραιῶς τὸ ἑξῆς ἡμέρας τῆς Τετάρτης τὸ ἀπόγευμα, 5 ὥρας, ἀντὶ Πέμπτης ὡς ἀνωτέρω διὰ Σῦρον, Νάξον (Πάρον), Νιό, Ἀμοργόν, Ἴον, Σίφνον, Φολέγανδρον, Θήραν καὶ Ἀνάφην καὶ ἐπὶ τῇ εὐκαιρία ταύτῃ θὰ ἐκτελεσθῇ ἐν πανηγυριστικῷ τῇ ἀφίξει τῆς «Ἀνάφης» ἡ ἐπιστροφὴ καθ' ἣν καὶ πανηγυριζόμενον. — [776, 892, 989, 1082]
news-body: Δημοσιεύονται σήμερον αἱ ἑξῆς διδασκαλικαὶ μεταβολαί. — [1002, 1346, 1208, 1371]
news-body: ΒΙΕΝΝΗ, 1 Σεπτεμβρίου. — Κατὰ τηλεγράφημα ἐκ Νέας Ὑόρκης τὴν προεδρείαν ἀνέλαβεν ὁ ἀντιπρόεδρος Ρουζεβέλ. — [1002, 836, 1208, 897]
news-body: ΒΙΕΝΝΗ 1 Σεπτεμβρίου. Τηλεγραφήματα ἐκ Μπούφαλο ἀγγέλλουν τὸν θάνατον τοῦ Προέδρου τῶν Ἡνωμένων Πολιτειῶν. — [1002, 627, 1208, 704]
paragraph: Ἐν τῷ μεταξὺ περὶ τὴν 6ην ὥραν πολλοὶ καὶ πολλαὶ ἀφοῦ συνεχάρησαν τὸν οἰκοδεσπόταν καὶ τὸν οἰκοδεσπότην ἀπῆλθον. — [125, 1607, 330, 1670]
ad-subtitle: ΕΝ ΑΘΗΝΑΙΣ — [820, 2203, 946, 2224]
dialogue-line: — Ἔλθετε, λοιπόν, νὰ σᾶς πῶ κάτι, τοῦ εἴπομεν διὰ νὰ προσεγγίσωμεν. — [125, 1963, 330, 2009]
paragraph: Ἀλλὰ τὰ νέα ζεύγη ἐξηκολούθουν χορεύοντα καὶ ἠμιποροῦσαν νὰ λέγῃ τῶν προσκεκλημένων καὶ ἡ κίνησις καὶ ἡ ζωηρότης εἰς τὸν κῆπον ηὔξανε — [125, 1672, 330, 1750]
news-item: — Ἀνεχώρησε εἰς Κωνσταντινούπολιν ὁ κ. Ἰωάννης Τσαμπῆς. — [561, 2344, 765, 2389]
paragraph: Ὁ θεραπευθεὶς Ἀθ. Γρηγορόπουλος — [797, 1309, 989, 1323]
signature: Ὅλως ἰδικός σου Ἐλ. Γούδας — [827, 809, 989, 822]
news-body: Μετατίθενται οἱ ἑξῆς Γυμνασιάρχαι: Ν. Δημόπουλος ἐκ τοῦ ἐν Ζακύνθῳ εἰς τὸ ἐν Μεσσήνῃ, ἀντὶ τοῦ Ν. Χοΐδα μετατιθεμένου εἰς τὸ ἐν Μεσσήνῃ, ἀντὶ τοῦ Π. Ἀγιοσοφίτου μετατιθεμένου εἰς τὸ ἐν Ζακύνθῳ. — [1002, 1632, 1208, 1711]
paragraph: Γνωστοποιεῖ, ὅτι — [831, 1881, 934, 1895]
section-heading: Ἡ ἀποχώρησις. — Ὡραῖ καὶ Βεγγάλικά — [343, 134, 547, 166]
paragraph: Ἐπὶ τούτοις θὰ προσέξῃ τὰ δύο μικρὰ τοῦ σκηνογραφείου, ὑπὸ τὸ ὁποῖον ἐπετίθεται σκηνή, ἡ ὁποία ἀπεικονίζει ἀνάκτορον τῶν Θηβῶν μετὰ θαυμασίας τεχνικῆς καὶ καλλιτεχνικῆς ἐπιμελείας. — [561, 1149, 765, 1243]
section-heading-box: ΤΟΥ ΚΟΣΜΟΥ — [561, 2141, 765, 2164]
paragraph: — Χορεύομεν λοιπόν... — [355, 116, 485, 130]
paragraph: Ὁδὸς Κηφισσίας Μέγαρον Μέρλιν — [781, 2225, 985, 2240]
section-heading-box: ΕΙΔΟΠΟΙΗΣΙΣ — [776, 829, 989, 853]
dialogue-line: — Θέλετε ν' ἀναπαυθῆτε ὀλίγον; τοῦ κάτω ἡ τάχα ποῦ ἡ ὁποία κούρασις ... — [125, 2314, 330, 2361]
running-head: ΣΚΡΙΠ — [537, 47, 629, 72]
dialogue-line: — Ναί, ἀγαπητὲ κύριε. Κοιτεῦω νὰ κάμω τὸ μικρόν μου. — [125, 2059, 330, 2089]
paragraph: Διὰ πλείονας πληροφορίας ἐν Πειραιεῖ παρὰ τῷ Πρακτορείῳ καὶ ἐν Ἀθήναις παρὰ τῷ γραφείῳ Πειραιῶς. — [776, 2076, 989, 2138]
section-heading-box: ΔΗΜΟΣΙΑ ΘΕΑΜΑΤΑ — [776, 440, 989, 464]
paragraph: Ἐν Σύρῳ τῇ 2 Σεπτεμβρίου 1901 — [810, 1084, 989, 1098]
dialogue-line: — Βίβα Ρουμανί! .. — [137, 2474, 257, 2489]
ad-title: Η ΕΛΛΗΝΙΚΗ ΑΤΜΟΠΛΟΪΑ — [776, 1821, 989, 1841]
section-heading: Ὁ διάκοσμος — [613, 859, 712, 875]
